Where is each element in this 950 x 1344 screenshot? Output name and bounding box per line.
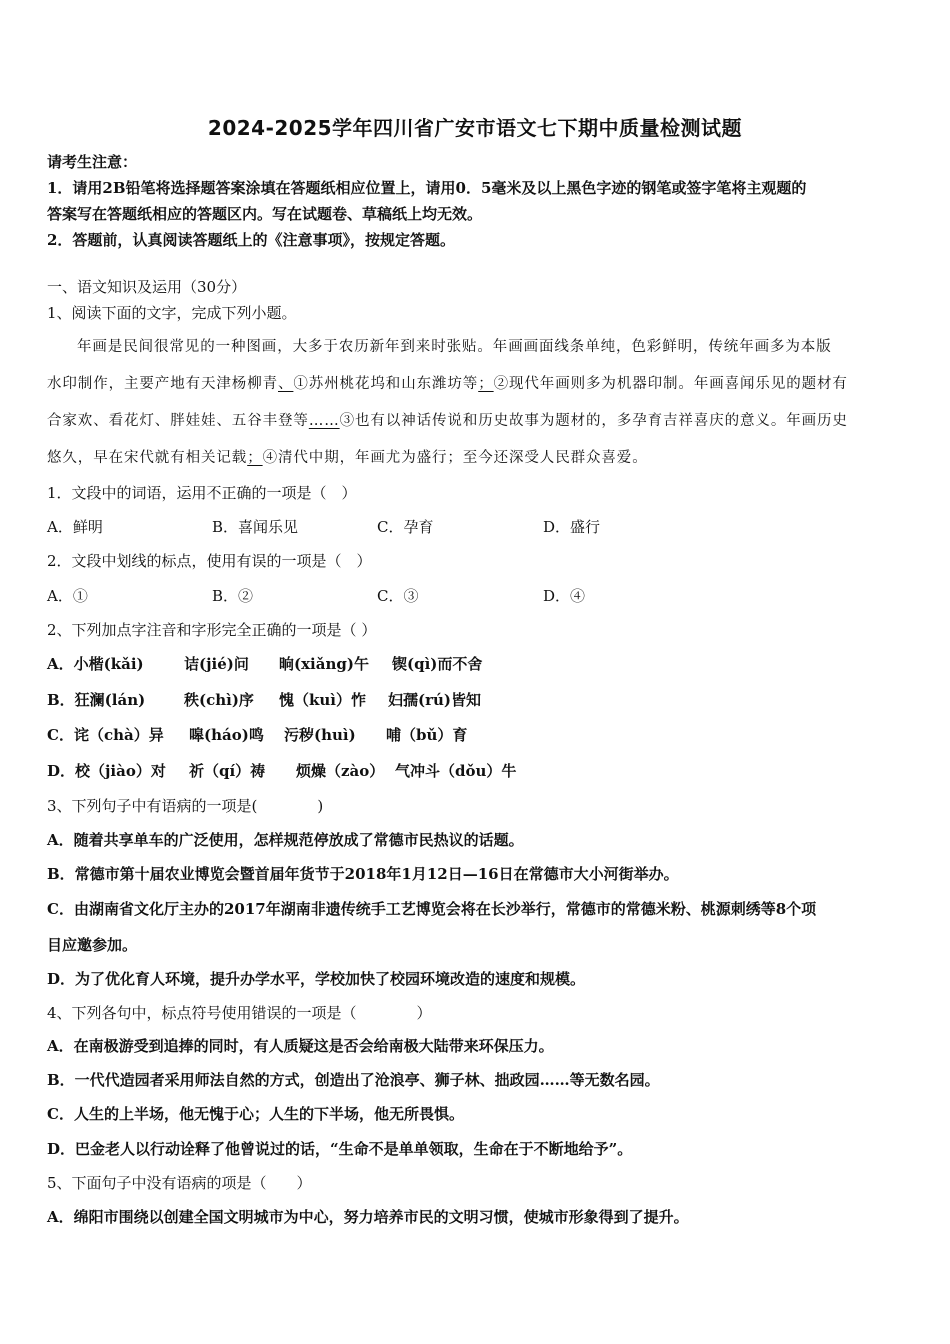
q5-option-a[interactable]: A．绵阳市围绕以创建全国文明城市为中心，努力培养市民的文明习惯，使城市形象得到了提升。 — [47, 1208, 689, 1226]
passage-text: 悠久，早在宋代就有相关记载 — [47, 450, 248, 466]
option-d[interactable]: D．④ — [543, 587, 586, 605]
q2-stem: 2、下列加点字注音和字形完全正确的一项是（ ） — [47, 621, 377, 639]
q2-c-item: 哺（bǔ）育 — [386, 726, 468, 744]
q5-stem: 5、下面句子中没有语病的项是（ ） — [47, 1174, 312, 1192]
option-b[interactable]: B．喜闻乐见 — [212, 518, 299, 536]
q2-d-item: D．校（jiào）对 — [47, 762, 166, 780]
q3-stem: 3、下列句子中有语病的一项是( ) — [47, 797, 324, 815]
section-heading: 一、语文知识及运用（30分） — [47, 278, 247, 296]
q3-option-a[interactable]: A．随着共享单车的广泛使用，怎样规范停放成了常德市民热议的话题。 — [47, 831, 524, 849]
q1-stem: 1、阅读下面的文字，完成下列小题。 — [47, 304, 297, 322]
q2-a-item: A．小楷(kǎi) — [47, 655, 144, 673]
underlined-mark-4: ； — [247, 450, 263, 466]
passage-text: 水印制作，主要产地有天津杨柳青 — [47, 376, 278, 392]
q4-stem: 4、下列各句中，标点符号使用错误的一项是（ ） — [47, 1004, 432, 1022]
underlined-mark-3: …… — [308, 413, 340, 429]
option-a[interactable]: A．① — [47, 587, 88, 605]
q4-option-c[interactable]: C．人生的上半场，他无愧于心；人生的下半场，他无所畏惧。 — [47, 1105, 464, 1123]
passage-text: ③也有以神话传说和历史故事为题材的，多孕育吉祥喜庆的意义。年画历史 — [339, 413, 848, 429]
q2-b-item: B．狂澜(lán) — [47, 691, 146, 709]
passage-line-1: 年画是民间很常见的一种图画，大多于农历新年到来时张贴。年画画面线条单纯，色彩鲜明，传统年画多为本版 — [77, 339, 832, 355]
passage-text: ①苏州桃花坞和山东潍坊等 — [293, 376, 479, 392]
q2-d-item: 祈（qí）祷 — [189, 762, 266, 780]
q1-sub1-stem: 1．文段中的词语，运用不正确的一项是（ ） — [47, 484, 357, 502]
option-a[interactable]: A．鲜明 — [47, 518, 103, 536]
passage-text: 合家欢、看花灯、胖娃娃、五谷丰登等 — [47, 413, 309, 429]
option-c[interactable]: C．孕育 — [377, 518, 434, 536]
q2-c-item: C．诧（chà）异 — [47, 726, 164, 744]
option-b[interactable]: B．② — [212, 587, 254, 605]
q2-d-item: 气冲斗（dǒu）牛 — [395, 762, 517, 780]
notice-item-1-line-1: 1．请用2B铅笔将选择题答案涂填在答题纸相应位置上，请用0．5毫米及以上黑色字迹的钢笔或签字笔将主观题的 — [47, 179, 807, 197]
passage-line-2 — [47, 372, 848, 393]
q1-sub2-stem: 2．文段中划线的标点，使用有误的一项是（ ） — [47, 552, 372, 570]
q2-a-item: 锲(qì)而不舍 — [392, 655, 483, 673]
passage-text: ②现代年画则多为机器印制。年画喜闻乐见的题材有 — [493, 376, 848, 392]
option-c[interactable]: C．③ — [377, 587, 419, 605]
q2-c-item: 嗥(háo)鸣 — [189, 726, 264, 744]
notice-heading: 请考生注意： — [47, 153, 138, 171]
q2-b-item: 秩(chì)序 — [184, 691, 254, 709]
q3-option-b[interactable]: B．常德市第十届农业博览会暨首届年货节于2018年1月12日—16日在常德市大小河街举办。 — [47, 865, 679, 883]
underlined-mark-1: 、 — [278, 376, 294, 392]
passage-line-4 — [47, 446, 648, 467]
q2-d-item: 烦燥（zào） — [296, 762, 385, 780]
passage-text: ④清代中期，年画尤为盛行；至今还深受人民群众喜爱。 — [262, 450, 648, 466]
q4-option-d[interactable]: D．巴金老人以行动诠释了他曾说过的话，“生命不是单单领取，生命在于不断地给予”。 — [47, 1140, 633, 1158]
option-d[interactable]: D．盛行 — [543, 518, 601, 536]
q2-c-item: 污秽(huì) — [284, 726, 356, 744]
q3-option-c-line-1[interactable]: C．由湖南省文化厅主办的2017年湖南非遗传统手工艺博览会将在长沙举行，常德市的常德米粉、桃源刺绣等8个项 — [47, 900, 817, 918]
q2-a-item: 诘(jié)问 — [184, 655, 249, 673]
underlined-mark-2: ； — [478, 376, 494, 392]
q4-option-a[interactable]: A．在南极游受到追捧的同时，有人质疑这是否会给南极大陆带来环保压力。 — [47, 1037, 554, 1055]
notice-item-2: 2．答题前，认真阅读答题纸上的《注意事项》，按规定答题。 — [47, 231, 455, 249]
q3-option-d[interactable]: D．为了优化育人环境，提升办学水平，学校加快了校园环境改造的速度和规模。 — [47, 970, 586, 988]
q2-b-item: 愧（kuì）怍 — [279, 691, 366, 709]
passage-line-3 — [47, 409, 848, 430]
q3-option-c-line-2[interactable]: 目应邀参加。 — [47, 936, 138, 954]
q4-option-b[interactable]: B．一代代造园者采用师法自然的方式，创造出了沧浪亭、狮子林、拙政园……等无数名园。 — [47, 1071, 660, 1089]
page-title: 2024-2025学年四川省广安市语文七下期中质量检测试题 — [207, 116, 743, 140]
q2-b-item: 妇孺(rú)皆知 — [388, 691, 482, 709]
q2-a-item: 晌(xiǎng)午 — [279, 655, 369, 673]
notice-item-1-line-2: 答案写在答题纸相应的答题区内。写在试题卷、草稿纸上均无效。 — [47, 205, 483, 223]
